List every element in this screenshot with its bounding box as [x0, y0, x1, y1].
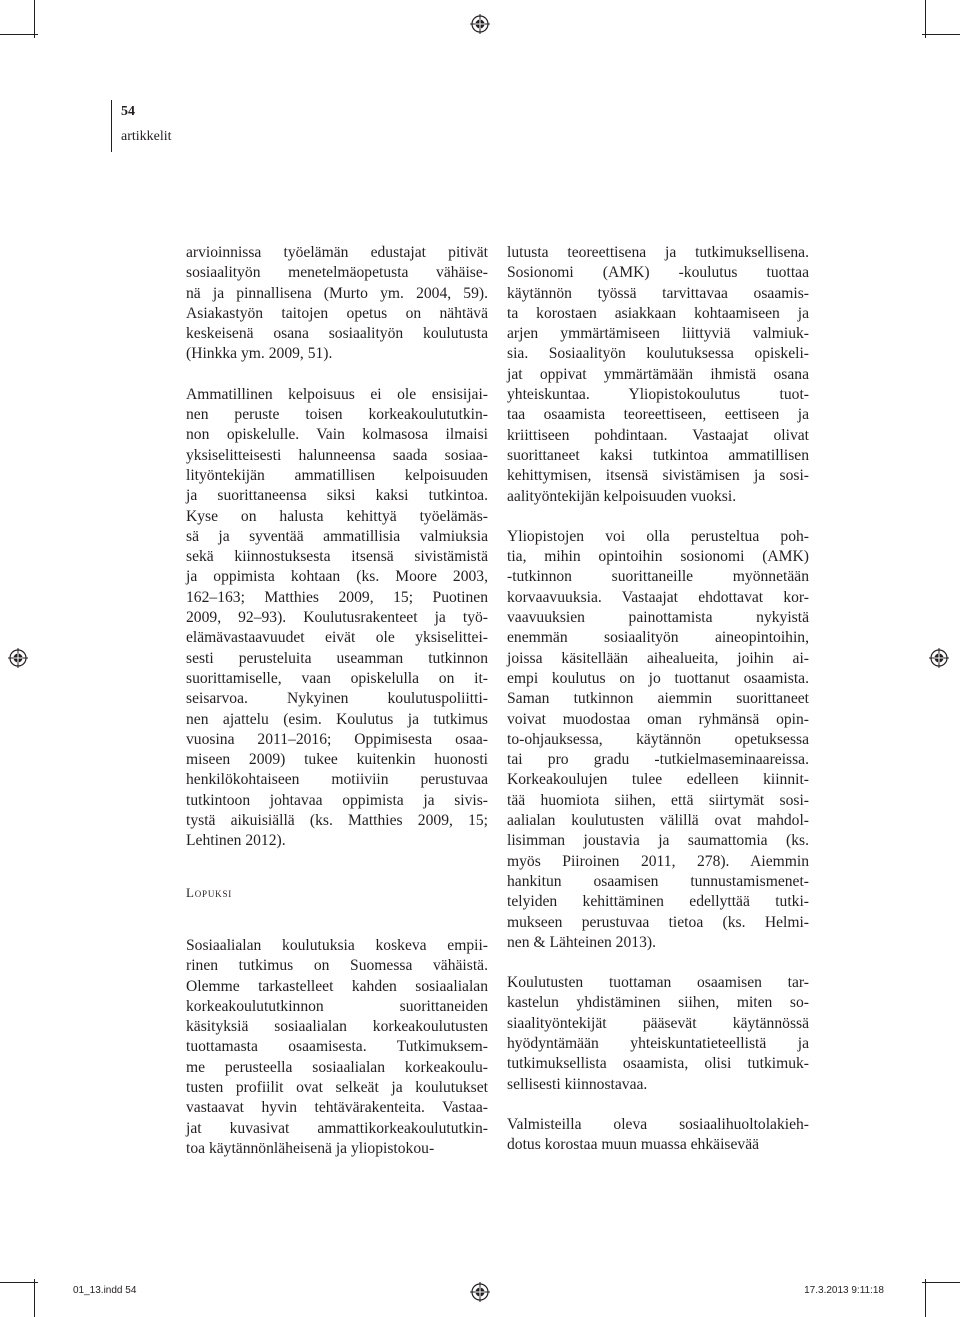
crop-mark: [925, 1279, 926, 1317]
text-line: (Hinkka ym. 2009, 51).: [186, 345, 333, 363]
header-rule: [111, 100, 112, 152]
text-line: sä ja syventää ammatillisia valmiuksia: [186, 527, 488, 545]
text-line: nen peruste toisen korkeakoulututkin-: [186, 406, 488, 424]
text-line: telyiden kehittäminen edellyttää tutki-: [507, 893, 809, 911]
text-line: käsityksiä sosiaalialan korkeakoulutusten: [186, 1018, 488, 1036]
text-line: voivat muodostaa oman ryhmänsä opin-: [507, 710, 809, 728]
text-line: hankitun osaamisen tunnustamismenet-: [507, 872, 809, 890]
crop-mark: [0, 1282, 38, 1283]
paragraph: [186, 243, 488, 365]
text-line: kehittymisen, itsensä sivistämisen ja sosi-: [507, 467, 809, 485]
text-line: yksiselitteisesti halunneensa saada sosiaa-: [186, 446, 488, 464]
text-line: korkeakoulututkinnon suorittaneiden: [186, 997, 488, 1015]
text-line: vuosina 2011–2016; Oppimisesta osaa-: [186, 730, 488, 748]
text-line: Korkeakoulujen tulee edelleen kiinnit-: [507, 771, 809, 789]
paragraph: [507, 973, 809, 1095]
text-line: toa käytännönläheisenä ja yliopistokou-: [186, 1139, 435, 1157]
paragraph: [507, 1115, 809, 1156]
text-line: aalialan koulutusten välillä ovat mahdol-: [507, 812, 809, 830]
text-line: myös Piiroinen 2011, 278). Aiemmin: [507, 852, 809, 870]
slug-filename: 01_13.indd 54: [73, 1285, 137, 1296]
section-label: artikkelit: [121, 129, 172, 144]
text-line: Yliopistojen voi olla perusteltua poh-: [507, 527, 809, 545]
text-line: suorittaneet kaksi tutkintoa ammatillisen: [507, 446, 809, 464]
text-line: tää huomiota siihen, että siirtymät sosi-: [507, 791, 809, 809]
left-column: [186, 243, 488, 1159]
text-line: Saman tutkinnon aiemmin suorittaneet: [507, 690, 809, 708]
crop-mark: [34, 1279, 35, 1317]
text-line: Sosionomi (AMK) -koulutus tuottaa: [507, 264, 809, 282]
text-line: arvioinnissa työelämän edustajat pitivät: [186, 244, 488, 261]
text-line: rinen tutkimus on Suomessa vähäistä.: [186, 957, 488, 975]
text-line: tuottamasta osaamisesta. Tutkimuksem-: [186, 1038, 488, 1056]
text-line: korvaavuuksia. Vastaajat ehdottavat kor-: [507, 588, 809, 606]
text-line: non opiskelulle. Vain kolmasosa ilmaisi: [186, 426, 488, 444]
text-line: tai pro gradu -tutkielmaseminaareissa.: [507, 751, 809, 769]
text-line: siaalityöntekijät pääsevät käytännössä: [507, 1014, 809, 1032]
text-line: jat oppivat ymmärtämään ihmistä osana: [507, 365, 809, 383]
registration-mark-icon: [8, 648, 28, 668]
text-line: miseen 2009) tukee kuitenkin huonosti: [186, 751, 488, 769]
text-line: tutkimuksellista osaamista, olisi tutkimuk-: [507, 1055, 809, 1073]
text-line: to-ohjauksessa, käytännön opetuksessa: [507, 730, 809, 748]
text-line: kastelun yhdistäminen siihen, miten so-: [507, 994, 809, 1012]
text-line: 162–163; Matthies 2009, 15; Puotinen: [186, 588, 488, 606]
text-line: lutusta teoreettisena ja tutkimuksellisena.: [507, 244, 809, 261]
text-line: sellisesti kiinnostavaa.: [507, 1075, 648, 1093]
text-line: Kyse on halusta kehittyä työelämäs-: [186, 507, 488, 525]
text-line: henkilökohtaiseen motiiviin perustuvaa: [186, 771, 488, 789]
text-line: sosiaalityön menetelmäopetusta vähäise-: [186, 264, 488, 282]
text-line: vaavuuksien painottamista nykyistä: [507, 609, 809, 627]
right-column: [507, 243, 809, 1155]
text-line: joissa käsitellään aihealueita, joihin ai-: [507, 649, 809, 667]
text-line: ta korostaen asiakkaan kohtaamiseen ja: [507, 304, 809, 322]
text-line: tusten profiilit ovat selkeät ja koulutukset: [186, 1078, 488, 1096]
text-line: lisimman joustavia ja saumattomia (ks.: [507, 832, 809, 850]
text-line: ja oppimista kohtaan (ks. Moore 2003,: [186, 568, 488, 586]
crop-mark: [922, 1282, 960, 1283]
text-line: Ammatillinen kelpoisuus ei ole ensisijai-: [186, 385, 488, 403]
slug-timestamp: 17.3.2013 9:11:18: [804, 1285, 884, 1296]
text-line: Lehtinen 2012).: [186, 832, 286, 850]
text-line: empi koulutus on jo tuottanut osaamista.: [507, 669, 809, 687]
text-line: mukseen perustuvaa tietoa (ks. Helmi-: [507, 913, 809, 931]
text-line: lityöntekijän ammatillisen kelpoisuuden: [186, 466, 488, 484]
crop-mark: [0, 34, 38, 35]
text-line: tutkintoon johtavaa oppimista ja sivis-: [186, 791, 488, 809]
text-line: enemmän sosiaalityön aineopintoihin,: [507, 629, 809, 647]
paragraph: [507, 243, 809, 507]
text-line: Koulutusten tuottaman osaamisen tar-: [507, 974, 809, 992]
paragraph: [186, 385, 488, 852]
text-line: nen ajattelu (esim. Koulutus ja tutkimus: [186, 710, 488, 728]
text-line: Valmisteilla oleva sosiaalihuoltolakieh-: [507, 1115, 809, 1133]
crop-mark: [34, 0, 35, 38]
text-line: -tutkinnon suorittaneille myönnetään: [507, 568, 809, 586]
registration-mark-icon: [929, 648, 949, 668]
text-line: Asiakastyön taitojen opetus on nähtävä: [186, 304, 488, 322]
crop-mark: [925, 0, 926, 38]
registration-mark-icon: [470, 14, 490, 34]
text-line: keskeisenä osana sosiaalityön koulutusta: [186, 325, 488, 343]
text-line: elämävastaavuudet eivät ole yksiselittei-: [186, 629, 488, 647]
text-line: 2009, 92–93). Koulutusrakenteet ja työ-: [186, 609, 488, 627]
text-line: taa osaamista teoreettiseen, eettiseen ja: [507, 406, 809, 424]
paragraph: [186, 936, 488, 1159]
text-line: vastaavat hyvin tehtävärakenteita. Vastaa-: [186, 1099, 488, 1117]
text-line: seisarvoa. Nykyinen koulutuspoliitti-: [186, 690, 488, 708]
text-line: aalityöntekijän kelpoisuuden vuoksi.: [507, 487, 737, 505]
text-line: jat kuvasivat ammattikorkeakoulututkin-: [186, 1119, 488, 1137]
text-line: hyödyntämään yhteiskuntatieteellistä ja: [507, 1034, 809, 1052]
section-heading-text: Lopuksi: [186, 884, 233, 900]
text-line: arjen ymmärtämiseen liittyviä valmiuk-: [507, 325, 809, 343]
text-line: kriittiseen pohdintaan. Vastaajat olivat: [507, 426, 809, 444]
text-line: yhteiskuntaa. Yliopistokoulutus tuot-: [507, 386, 809, 404]
page-number: 54: [121, 104, 135, 119]
text-line: sesti perusteluita useamman tutkinnon: [186, 649, 488, 667]
text-line: me perusteella sosiaalialan korkeakoulu-: [186, 1058, 488, 1076]
paragraph: [507, 527, 809, 953]
text-line: tia, mihin opintoihin sosionomi (AMK): [507, 548, 809, 566]
text-line: käytännön työssä tarvittavaa osaamis-: [507, 284, 809, 302]
text-line: tystä aikuisiällä (ks. Matthies 2009, 15;: [186, 812, 488, 830]
registration-mark-icon: [470, 1282, 490, 1302]
text-line: nä ja pinnallisena (Murto ym. 2004, 59).: [186, 284, 488, 302]
text-line: Olemme tarkastelleet kahden sosiaalialan: [186, 977, 488, 995]
text-line: suorittamiselle, vaan opiskelulla on it-: [186, 669, 488, 687]
text-line: nen & Lähteinen 2013).: [507, 933, 656, 951]
text-line: ja suorittaneensa siksi kaksi tutkintoa.: [186, 487, 488, 505]
crop-mark: [922, 34, 960, 35]
text-line: sia. Sosiaalityön koulutuksessa opiskeli-: [507, 345, 809, 363]
section-heading: [186, 883, 488, 903]
text-line: sekä kiinnostuksesta itsensä sivistämistä: [186, 548, 488, 566]
text-line: dotus korostaa muun muassa ehkäisevää: [507, 1136, 760, 1154]
text-line: Sosiaalialan koulutuksia koskeva empii-: [186, 936, 488, 954]
